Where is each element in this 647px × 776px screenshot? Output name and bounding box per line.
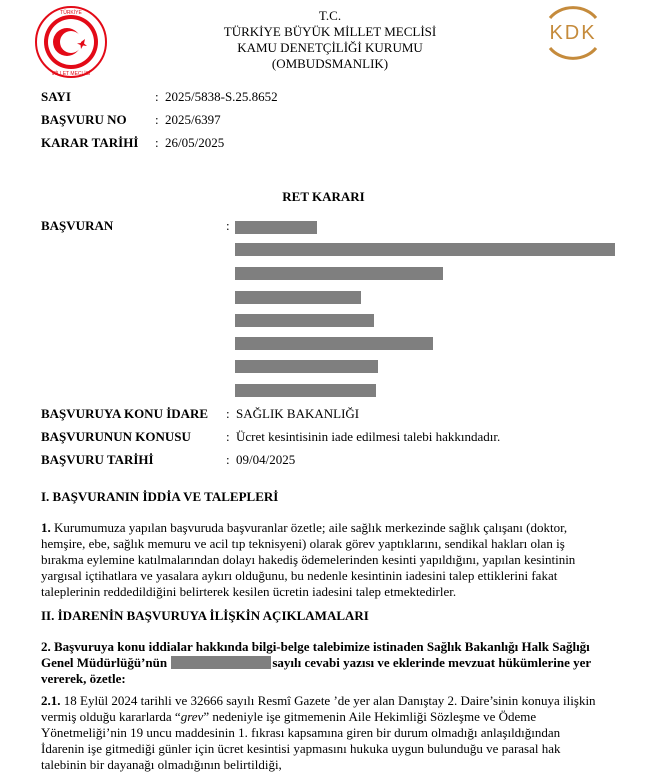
meta-sep: : <box>155 135 159 150</box>
paragraph-text: Genel Müdürlüğü’nün <box>41 655 168 670</box>
redaction-bar <box>235 360 378 373</box>
paragraph-number: 2.1. <box>41 693 61 708</box>
svg-text:MİLLET MECLİSİ: MİLLET MECLİSİ <box>51 71 91 77</box>
redaction-bar <box>235 243 615 256</box>
detail-value-konu: Ücret kesintisinin iade edilmesi talebi hakkındadır. <box>236 429 501 444</box>
applicant-sep: : <box>226 218 230 233</box>
paragraph-text: 18 Eylül 2024 tarihli ve 32666 sayılı Resmî Gazete ’de yer alan Danıştay 2. Daire’sinin konuya ilişkin <box>63 693 596 708</box>
meta-label-sayi: SAYI <box>41 89 71 104</box>
redaction-bar <box>235 384 376 397</box>
redaction-bar <box>235 221 317 234</box>
detail-label-idare: BAŞVURUYA KONU İDARE <box>41 406 209 421</box>
detail-value-idare: SAĞLIK BAKANLIĞI <box>236 406 360 421</box>
redaction-bar <box>235 267 443 280</box>
document-title: RET KARARI <box>282 189 365 204</box>
paragraph-1-line: bırakma eylemine katılmalarından dolayı hakediş ödemelerinden kesinti yapıldığını, yapılan kesintinin <box>41 552 576 567</box>
institution-header <box>150 8 510 72</box>
tbmm-logo <box>34 5 108 79</box>
detail-sep: : <box>226 452 230 467</box>
meta-label-basvuru-no: BAŞVURU NO <box>41 112 127 127</box>
header-institution: KAMU DENETÇİLİĞİ KURUMU <box>237 40 423 55</box>
meta-value-karar-tarihi: 26/05/2025 <box>165 135 225 150</box>
header-parliament: TÜRKİYE BÜYÜK MİLLET MECLİSİ <box>223 24 437 39</box>
header-ombudsman: (OMBUDSMANLIK) <box>271 56 389 71</box>
paragraph-number: 1. <box>41 520 51 535</box>
redaction-bar <box>171 656 271 669</box>
paragraph-1-line: hemşire, ebe, sağlık memuru ve acil tıp teknisyeni) olarak görev yaptıklarını, sendikal hakları olan iş <box>41 536 565 551</box>
header-tc: T.C. <box>318 8 342 23</box>
svg-text:TÜRKİYE: TÜRKİYE <box>60 10 82 16</box>
paragraph-2-1-line: Yönetmeliği’nin 19 uncu maddesinin 1. fıkrası kapsamına giren bir durum olmadığı anlaşıldığından <box>41 725 561 740</box>
section-1-heading: I. BAŞVURANIN İDDİA VE TALEPLERİ <box>41 489 279 504</box>
paragraph-2-1-line: talebinin bir dayanağı olmadığının belirtildiği, <box>41 757 282 772</box>
detail-label-tarih: BAŞVURU TARİHİ <box>41 452 154 467</box>
detail-label-konu: BAŞVURUNUN KONUSU <box>41 429 191 444</box>
paragraph-1-line: taleplerinin reddedildiğini belirterek kesilen ücretin iadesini talep etmektedirler. <box>41 584 457 599</box>
paragraph-text: ” nedeniyle işe gitmemenin Aile Hekimliği Sözleşme ve Ödeme <box>203 709 537 724</box>
svg-text:KDK: KDK <box>549 22 597 44</box>
paragraph-2-line <box>41 655 591 671</box>
detail-sep: : <box>226 406 230 421</box>
section-2-heading: II. İDARENİN BAŞVURUYA İLİŞKİN AÇIKLAMALARI <box>41 608 369 623</box>
paragraph-1-line: yargısal içtihatlara ve yasalara aykırı olduğunu, bu nedenle kesintinin iadesini talep ettiklerini fakat <box>41 568 558 583</box>
redaction-bar <box>235 337 433 350</box>
redaction-bar <box>235 291 361 304</box>
paragraph-text: sayılı cevabi yazısı ve eklerinde mevzuat hükümlerine yer <box>272 655 592 670</box>
paragraph-1-line <box>41 520 567 536</box>
meta-sep: : <box>155 89 159 104</box>
paragraph-2-line: vererek, özetle: <box>41 671 126 686</box>
meta-label-karar-tarihi: KARAR TARİHİ <box>41 135 139 150</box>
paragraph-text: Kurumumuza yapılan başvuruda başvuranlar özetle; aile sağlık merkezinde sağlık çalışanı (doktor, <box>54 520 568 535</box>
paragraph-text: vermiş olduğu kararlarda “ <box>41 709 181 724</box>
detail-value-tarih: 09/04/2025 <box>236 452 296 467</box>
paragraph-2-1-line: İdarenin işe gitmediği günler için ücret kesintisi yapmasını hukuka uygun bulunduğu ve parasal hak <box>41 741 561 756</box>
meta-sep: : <box>155 112 159 127</box>
paragraph-2-1-line <box>41 693 596 709</box>
meta-value-basvuru-no: 2025/6397 <box>165 112 221 127</box>
kdk-logo <box>540 4 606 62</box>
paragraph-2-line: 2. Başvuruya konu iddialar hakkında bilgi-belge talebimize istinaden Sağlık Bakanlığı Halk Sağlığı <box>41 639 590 654</box>
redaction-bar <box>235 314 374 327</box>
applicant-label: BAŞVURAN <box>41 218 114 233</box>
detail-sep: : <box>226 429 230 444</box>
paragraph-emphasis: grev <box>180 709 204 724</box>
paragraph-2-1-line <box>41 709 536 725</box>
meta-value-sayi: 2025/5838-S.25.8652 <box>165 89 278 104</box>
